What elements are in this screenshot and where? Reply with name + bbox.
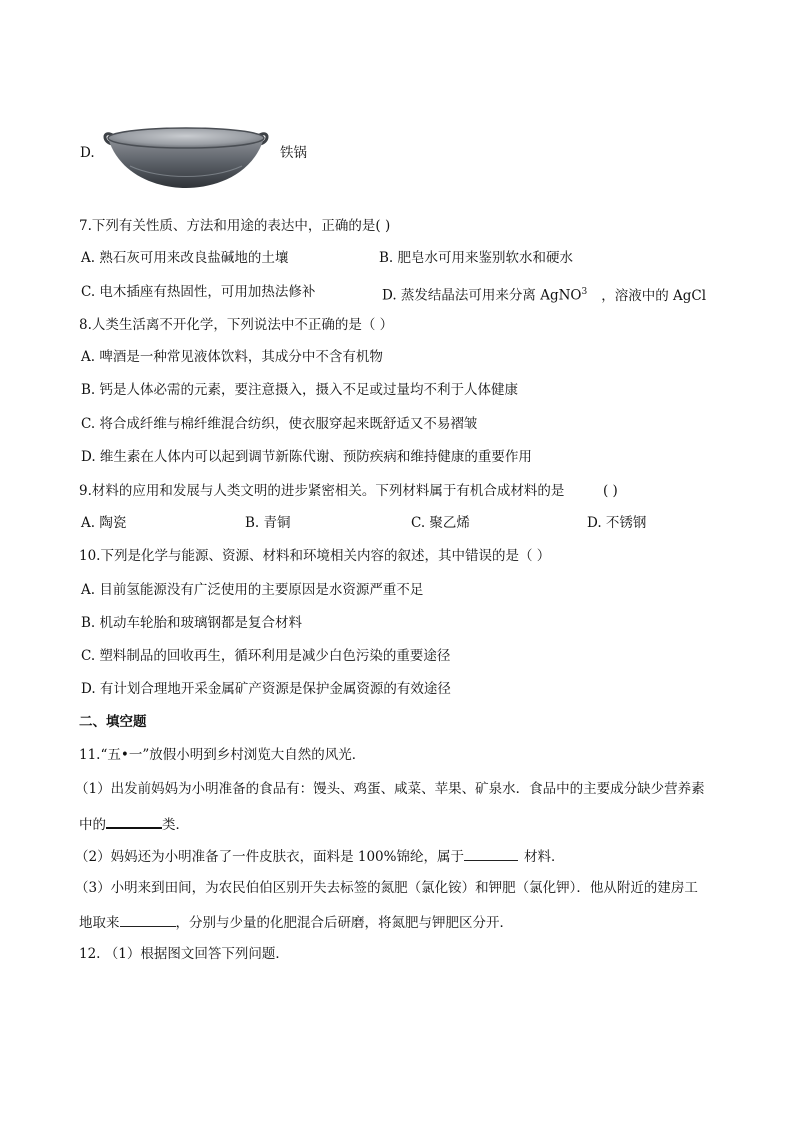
question-9-stem: 9.材料的应用和发展与人类文明的进步紧密相关。下列材料属于有机合成材料的是 bbox=[79, 483, 565, 499]
question-8-option-a: A. 啤酒是一种常见液体饮料，其成分中不含有机物 bbox=[81, 349, 383, 365]
question-11-blank-1[interactable] bbox=[106, 813, 162, 829]
question-9-answer-paren: ( ) bbox=[603, 483, 618, 499]
question-10-stem: 10.下列是化学与能源、资源、材料和环境相关内容的叙述，其中错误的是（ ） bbox=[79, 548, 551, 564]
question-7-option-d-tail: ，溶液中的 AgCl bbox=[601, 287, 707, 304]
question-11-part-3-line-2 bbox=[79, 912, 513, 932]
question-9-option-b: B. 青铜 bbox=[245, 515, 291, 531]
question-7-option-d bbox=[382, 283, 706, 305]
question-10-option-b: B. 机动车轮胎和玻璃钢都是复合材料 bbox=[81, 615, 303, 631]
question-10-option-c: C. 塑料制品的回收再生，循环利用是减少白色污染的重要途径 bbox=[81, 648, 451, 664]
question-7-option-c: C. 电木插座有热固性，可用加热法修补 bbox=[81, 284, 316, 300]
question-9-option-c: C. 聚乙烯 bbox=[411, 515, 470, 531]
question-8-option-b: B. 钙是人体必需的元素，要注意摄入，摄入不足或过量均不利于人体健康 bbox=[81, 382, 519, 398]
question-11-part-1-suffix: 类． bbox=[162, 817, 189, 833]
question-10-option-d: D. 有计划合理地开采金属矿产资源是保护金属资源的有效途径 bbox=[81, 681, 451, 697]
question-11-part-3-line-1: （3）小明来到田间，为农民伯伯区别开失去标签的氮肥（氯化铵）和钾肥（氯化钾）．他从附近的建房工 bbox=[75, 880, 698, 896]
question-8-stem: 8.人类生活离不开化学，下列说法中不正确的是（ ） bbox=[79, 317, 394, 333]
iron-wok-image bbox=[100, 122, 272, 192]
question-8-option-c: C. 将合成纤维与棉纤维混合纺织，使衣服穿起来既舒适又不易褶皱 bbox=[81, 416, 478, 432]
question-7-option-d-superscript: 3 bbox=[581, 287, 588, 297]
question-8-option-d: D. 维生素在人体内可以起到调节新陈代谢、预防疾病和维持健康的重要作用 bbox=[81, 449, 532, 465]
question-11-stem: 11.“五•一”放假小明到乡村浏览大自然的风光． bbox=[79, 747, 366, 763]
question-11-part-2 bbox=[75, 846, 564, 866]
question-11-blank-2[interactable] bbox=[464, 846, 518, 861]
question-12-stem: 12. （1）根据图文回答下列问题． bbox=[79, 946, 289, 962]
question-7-stem: 7.下列有关性质、方法和用途的表达中，正确的是( ) bbox=[79, 218, 391, 234]
question-7-option-b: B. 肥皂水可用来鉴别软水和硬水 bbox=[379, 250, 574, 266]
section-title-fill-in: 二、填空题 bbox=[79, 714, 147, 730]
option-d-label: D. bbox=[80, 145, 95, 161]
question-11-part-2-suffix: 材料． bbox=[523, 849, 565, 865]
question-11-blank-3[interactable] bbox=[120, 912, 176, 927]
option-d-caption: 铁锅 bbox=[280, 145, 307, 161]
question-10-option-a: A. 目前氢能源没有广泛使用的主要原因是水资源严重不足 bbox=[81, 582, 424, 598]
question-7-option-a: A. 熟石灰可用来改良盐碱地的土壤 bbox=[81, 250, 289, 266]
question-11-part-3-suffix: ，分别与少量的化肥混合后研磨，将氮肥与钾肥区分开． bbox=[175, 915, 513, 931]
question-9-option-a: A. 陶瓷 bbox=[81, 515, 127, 531]
question-7-option-d-text: D. 蒸发结晶法可用来分离 AgNO bbox=[382, 287, 582, 304]
question-11-part-2-prefix: （2）妈妈还为小明准备了一件皮肤衣，面料是 100%锦纶，属于 bbox=[75, 849, 464, 865]
question-11-part-3-prefix: 地取来 bbox=[79, 915, 120, 931]
question-11-part-1-prefix: 中的 bbox=[79, 817, 106, 833]
question-11-part-1-line-1: （1）出发前妈妈为小明准备的食品有：馒头、鸡蛋、咸菜、苹果、矿泉水．食品中的主要成分缺少营养素 bbox=[75, 781, 705, 797]
question-9-option-d: D. 不锈钢 bbox=[587, 515, 647, 531]
question-11-part-1-line-2 bbox=[79, 813, 189, 834]
